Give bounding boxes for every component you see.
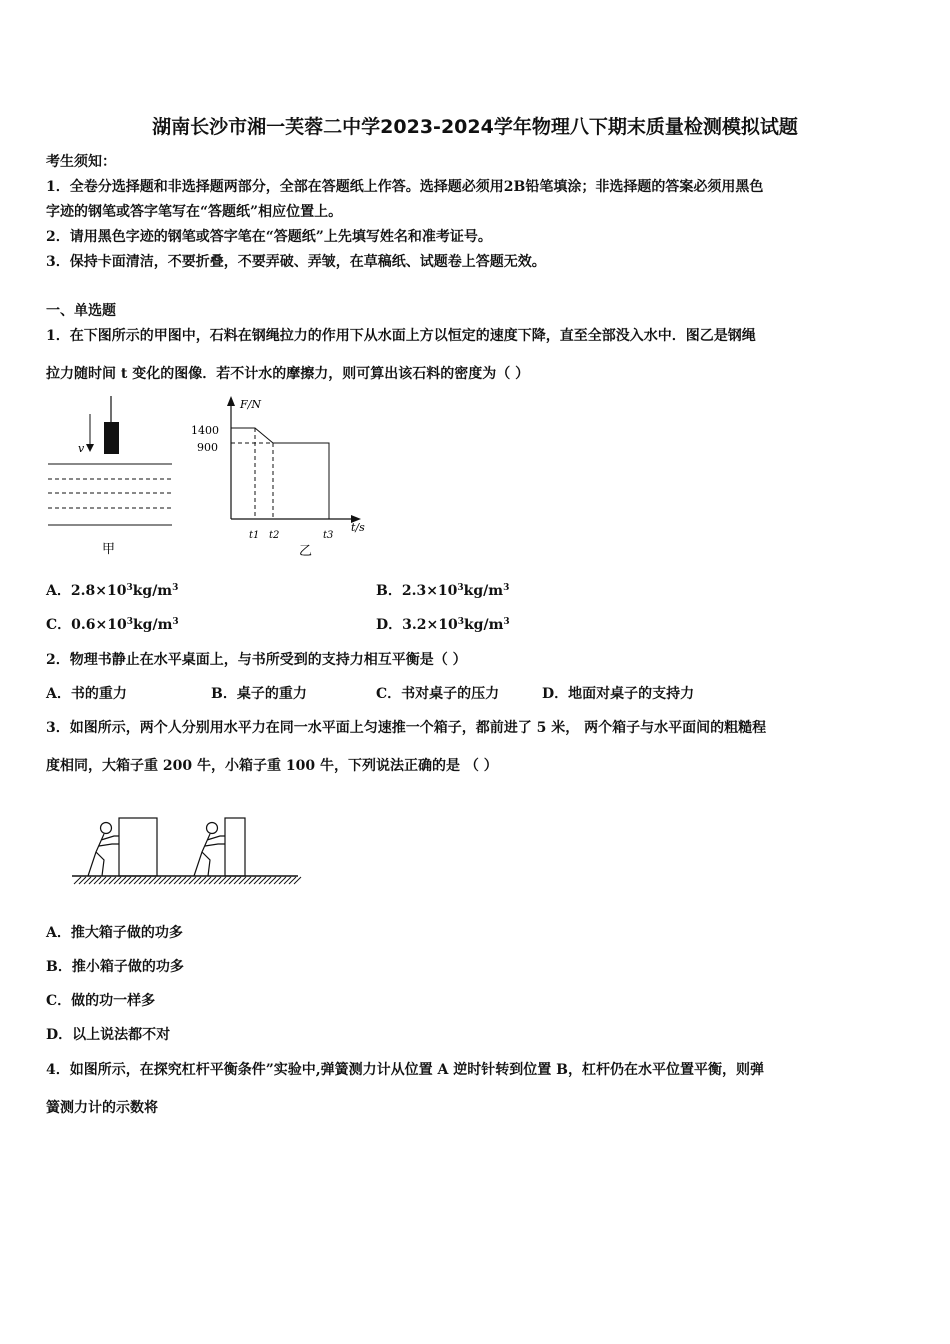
- figure-caption-yi: 乙: [299, 544, 313, 559]
- q1-figure-yi: [185, 392, 375, 564]
- q2-option-c[interactable]: C．书对桌子的压力: [376, 686, 500, 702]
- q1-option-c[interactable]: [46, 615, 179, 635]
- x-axis-label: t/s: [351, 521, 365, 534]
- q3-stem-line2: 度相同，大箱子重 200 牛，小箱子重 100 牛，下列说法正确的是 （ ）: [46, 758, 498, 774]
- notice-item: 字迹的钢笔或答字笔写在“答题纸”相应位置上。: [46, 204, 343, 220]
- option-exp: 3: [126, 617, 133, 627]
- q1-option-d[interactable]: [376, 615, 510, 635]
- q3-option-b[interactable]: B．推小箱子做的功多: [46, 959, 184, 975]
- q1-stem-line2: 拉力随时间 t 变化的图像．若不计水的摩擦力，则可算出该石料的密度为（ ）: [46, 366, 530, 382]
- option-unit-exp: 3: [503, 617, 510, 627]
- page-title: 湖南长沙市湘一芙蓉二中学2023-2024学年物理八下期末质量检测模拟试题: [152, 116, 798, 138]
- notice-heading: 考生须知：: [46, 154, 116, 170]
- notice-item: 2．请用黑色字迹的钢笔或答字笔在“答题纸”上先填写姓名和准考证号。: [46, 229, 492, 245]
- x-tick-t2: t2: [269, 530, 280, 541]
- x-tick-t1: t1: [249, 530, 260, 541]
- option-unit: kg/m: [132, 583, 173, 599]
- option-text: C．0.6×10: [46, 617, 127, 633]
- notice-item: 1．全卷分选择题和非选择题两部分，全部在答题纸上作答。选择题必须用2B铅笔填涂；非选择题的答案必须用黑色: [46, 179, 764, 195]
- y-tick-900: 900: [197, 441, 218, 454]
- option-exp: 3: [126, 583, 133, 593]
- option-unit-exp: 3: [172, 583, 179, 593]
- option-text: B．2.3×10: [376, 583, 458, 599]
- y-tick-1400: 1400: [191, 424, 219, 437]
- section-heading: 一、单选题: [46, 303, 116, 319]
- q3-stem-line1: 3．如图所示，两个人分别用水平力在同一水平面上匀速推一个箱子，都前进了 5 米， 两个箱子与水平面间的粗糙程: [46, 720, 767, 736]
- figure-caption-jia: 甲: [102, 542, 116, 557]
- option-text: D．3.2×10: [376, 617, 458, 633]
- q2-option-d[interactable]: D．地面对桌子的支持力: [542, 686, 695, 702]
- option-unit: kg/m: [132, 617, 173, 633]
- option-exp: 3: [457, 583, 464, 593]
- option-unit-exp: 3: [503, 583, 510, 593]
- y-axis-label: F/N: [240, 398, 261, 411]
- q2-option-b[interactable]: B．桌子的重力: [211, 686, 307, 702]
- q2-option-a[interactable]: A．书的重力: [46, 686, 127, 702]
- notice-item: 3．保持卡面清洁，不要折叠，不要弄破、弄皱，在草稿纸、试题卷上答题无效。: [46, 254, 546, 270]
- q3-figure-pushing-boxes: [68, 810, 304, 896]
- q1-figure-jia: [44, 392, 180, 564]
- q1-option-b[interactable]: [376, 581, 509, 601]
- q4-stem-line2: 簧测力计的示数将: [46, 1100, 158, 1116]
- q3-option-d[interactable]: D．以上说法都不对: [46, 1027, 171, 1043]
- option-unit-exp: 3: [172, 617, 179, 627]
- option-text: A．2.8×10: [46, 583, 127, 599]
- velocity-label: v: [78, 442, 85, 455]
- x-tick-t3: t3: [323, 530, 334, 541]
- option-unit: kg/m: [463, 617, 504, 633]
- q2-stem: 2．物理书静止在水平桌面上，与书所受到的支持力相互平衡是（ ）: [46, 652, 467, 668]
- q4-stem-line1: 4．如图所示，在探究杠杆平衡条件”实验中,弹簧测力计从位置 A 逆时针转到位置 B，杠杆仍在水平位置平衡，则弹: [46, 1062, 764, 1078]
- option-exp: 3: [457, 617, 464, 627]
- q3-option-c[interactable]: C．做的功一样多: [46, 993, 156, 1009]
- option-unit: kg/m: [463, 583, 504, 599]
- q1-option-a[interactable]: [46, 581, 178, 601]
- q1-stem-line1: 1．在下图所示的甲图中，石料在钢绳拉力的作用下从水面上方以恒定的速度下降，直至全部没入水中．图乙是钢绳: [46, 328, 756, 344]
- q3-option-a[interactable]: A．推大箱子做的功多: [46, 925, 183, 941]
